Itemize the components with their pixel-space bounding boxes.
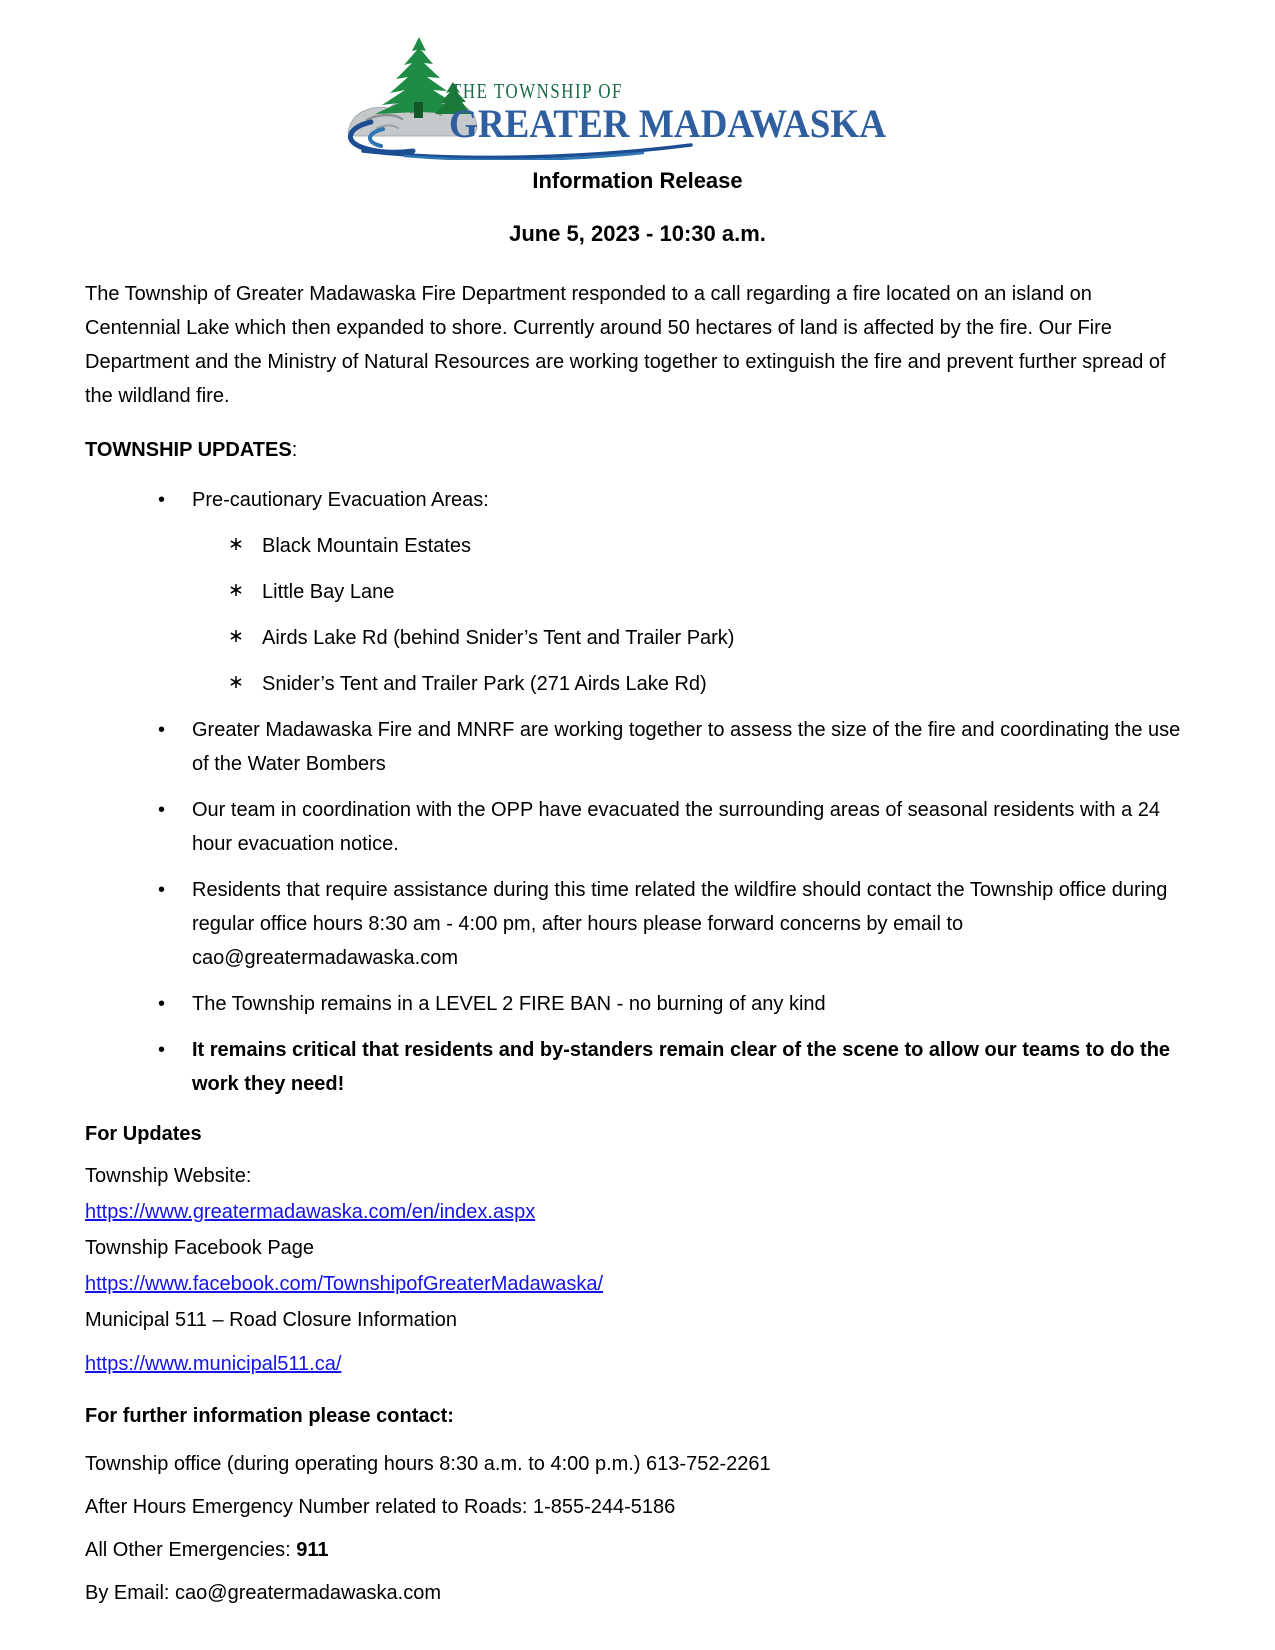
list-item bbox=[85, 483, 1190, 517]
list-item bbox=[85, 1033, 1190, 1101]
list-item-text: The Township remains in a LEVEL 2 FIRE BAN - no burning of any kind bbox=[192, 992, 826, 1015]
intro-paragraph: The Township of Greater Madawaska Fire Department responded to a call regarding a fire located on an island on Centennial Lake which then expanded to shore. Currently around 50 hectares of land is affected by the fire. Our Fire Department and the Ministry of Natural Resources are working together to extinguish the fire and prevent further spread of the wildland fire. bbox=[85, 282, 1166, 407]
list-item-text: Greater Madawaska Fire and MNRF are working together to assess the size of the fire and coordinating the use of the Water Bombers bbox=[192, 718, 1181, 775]
bullet-dot-icon: • bbox=[158, 878, 166, 901]
document-title: Information Release bbox=[532, 168, 743, 193]
bullet-dot-icon: • bbox=[158, 798, 166, 821]
bullet-dot-icon: • bbox=[158, 488, 166, 511]
logo-tagline: THE TOWNSHIP OF bbox=[451, 79, 623, 103]
emergencies-line bbox=[85, 1533, 1190, 1567]
township-logo bbox=[341, 34, 906, 160]
list-item bbox=[85, 713, 1190, 781]
list-item-text: Pre-cautionary Evacuation Areas: bbox=[192, 488, 489, 511]
website-label: Township Website: bbox=[85, 1164, 252, 1187]
asterisk-bullet-icon: ∗ bbox=[228, 671, 244, 693]
municipal511-link[interactable]: https://www.municipal511.ca/ bbox=[85, 1352, 342, 1375]
logo-name: GREATER MADAWASKA bbox=[449, 101, 887, 146]
township-logo-graphic bbox=[341, 34, 906, 160]
list-item-text: Snider’s Tent and Trailer Park (271 Airds Lake Rd) bbox=[262, 672, 707, 695]
list-subitem bbox=[85, 575, 1190, 609]
list-item bbox=[85, 873, 1190, 975]
contact-heading: For further information please contact: bbox=[85, 1404, 454, 1427]
asterisk-bullet-icon: ∗ bbox=[228, 533, 244, 555]
list-item bbox=[85, 793, 1190, 861]
asterisk-bullet-icon: ∗ bbox=[228, 625, 244, 647]
list-item-text: Black Mountain Estates bbox=[262, 534, 471, 557]
emergencies-label: All Other Emergencies: bbox=[85, 1538, 297, 1561]
office-phone-line: Township office (during operating hours 8:30 a.m. to 4:00 p.m.) 613-752-2261 bbox=[85, 1452, 771, 1475]
list-item-text: Our team in coordination with the OPP have evacuated the surrounding areas of seasonal residents with a 24 hour evacuation notice. bbox=[192, 798, 1160, 855]
list-item-text: Airds Lake Rd (behind Snider’s Tent and Trailer Park) bbox=[262, 626, 735, 649]
bullet-dot-icon: • bbox=[158, 1038, 166, 1061]
after-hours-line: After Hours Emergency Number related to Roads: 1-855-244-5186 bbox=[85, 1495, 676, 1518]
list-subitem bbox=[85, 667, 1190, 701]
township-updates-heading-text: TOWNSHIP UPDATES bbox=[85, 438, 292, 461]
list-subitem bbox=[85, 621, 1190, 655]
list-item-text: It remains critical that residents and by-standers remain clear of the scene to allow our teams to do the work they need! bbox=[192, 1038, 1171, 1095]
emergencies-number: 911 bbox=[296, 1538, 329, 1561]
asterisk-bullet-icon: ∗ bbox=[228, 579, 244, 601]
list-subitem bbox=[85, 529, 1190, 563]
document-date: June 5, 2023 - 10:30 a.m. bbox=[509, 221, 766, 247]
township-website-link[interactable]: https://www.greatermadawaska.com/en/index.aspx bbox=[85, 1200, 536, 1223]
bullet-dot-icon: • bbox=[158, 718, 166, 741]
list-item-text: Little Bay Lane bbox=[262, 580, 395, 603]
facebook-page-link[interactable]: https://www.facebook.com/TownshipofGreaterMadawaska/ bbox=[85, 1272, 604, 1295]
township-updates-heading bbox=[85, 433, 1190, 467]
facebook-label: Township Facebook Page bbox=[85, 1236, 315, 1259]
list-item bbox=[85, 987, 1190, 1021]
email-line: By Email: cao@greatermadawaska.com bbox=[85, 1581, 441, 1604]
list-item-text: Residents that require assistance during this time related the wildfire should contact the Township office during regular office hours 8:30 am - 4:00 pm, after hours please forward concerns by email to cao@greatermadawaska.com bbox=[192, 878, 1168, 969]
municipal511-label: Municipal 511 – Road Closure Information bbox=[85, 1308, 458, 1331]
for-updates-links bbox=[85, 1159, 1190, 1381]
township-updates-heading-colon: : bbox=[291, 438, 298, 461]
bullet-dot-icon: • bbox=[158, 992, 166, 1015]
contact-info bbox=[85, 1447, 1190, 1610]
for-updates-heading: For Updates bbox=[85, 1122, 202, 1145]
township-updates-list bbox=[85, 483, 1190, 1101]
